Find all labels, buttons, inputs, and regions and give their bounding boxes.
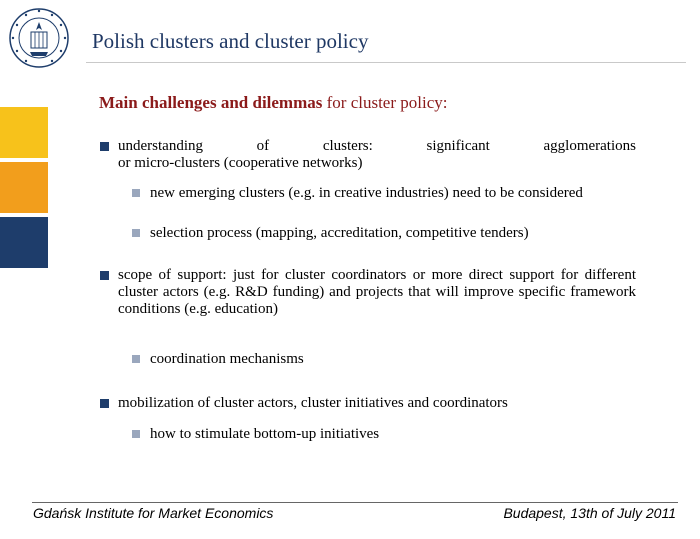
subtitle-rest: for cluster policy: [322, 93, 448, 112]
institute-seal-icon [8, 4, 70, 76]
bullet-understanding-clusters [100, 138, 636, 172]
word: understanding [118, 138, 203, 154]
sub-bullet-text: coordination mechanisms [150, 351, 304, 367]
square-bullet-icon [100, 142, 109, 151]
square-bullet-icon [132, 189, 140, 197]
title-divider [86, 62, 686, 63]
sub-bullet-text: selection process (mapping, accreditation, competitive tenders) [150, 225, 529, 241]
bullet-scope-of-support [100, 267, 636, 318]
bullet-line-1 [118, 138, 636, 155]
square-bullet-icon [132, 355, 140, 363]
accent-block-navy [0, 217, 48, 268]
footer-date-location: Budapest, 13th of July 2011 [503, 505, 676, 521]
word: clusters: [322, 138, 373, 154]
sub-bullet-text: how to stimulate bottom-up initiatives [150, 426, 380, 442]
sub-bullet-coordination [132, 351, 636, 368]
bullet-text: mobilization of cluster actors, cluster initiatives and coordinators [118, 395, 508, 411]
square-bullet-icon [100, 399, 109, 408]
bullet-mobilization [100, 395, 636, 412]
sub-bullet-selection-process [132, 225, 636, 242]
sub-bullet-text: new emerging clusters (e.g. in creative industries) need to be considered [150, 185, 583, 201]
sub-bullet-bottom-up [132, 426, 636, 443]
subtitle-bold: Main challenges and dilemmas [99, 93, 323, 112]
footer-organization: Gdańsk Institute for Market Economics [33, 505, 274, 521]
word: agglomerations [543, 138, 636, 154]
word: of [256, 138, 270, 154]
slide-title: Polish clusters and cluster policy [92, 29, 369, 53]
square-bullet-icon [132, 430, 140, 438]
square-bullet-icon [100, 271, 109, 280]
sub-bullet-new-clusters [132, 185, 636, 202]
accent-block-yellow [0, 107, 48, 158]
square-bullet-icon [132, 229, 140, 237]
bullet-line-2: or micro-clusters (cooperative networks) [118, 155, 363, 171]
bullet-text: scope of support: just for cluster coordinators or more direct support for different cluster actors (e.g. R&D funding) and projects that will improve specific framework conditions (e.g. education) [118, 267, 636, 317]
slide-subtitle [99, 93, 447, 113]
word: significant [426, 138, 490, 154]
footer-divider [32, 502, 678, 503]
accent-block-orange [0, 162, 48, 213]
